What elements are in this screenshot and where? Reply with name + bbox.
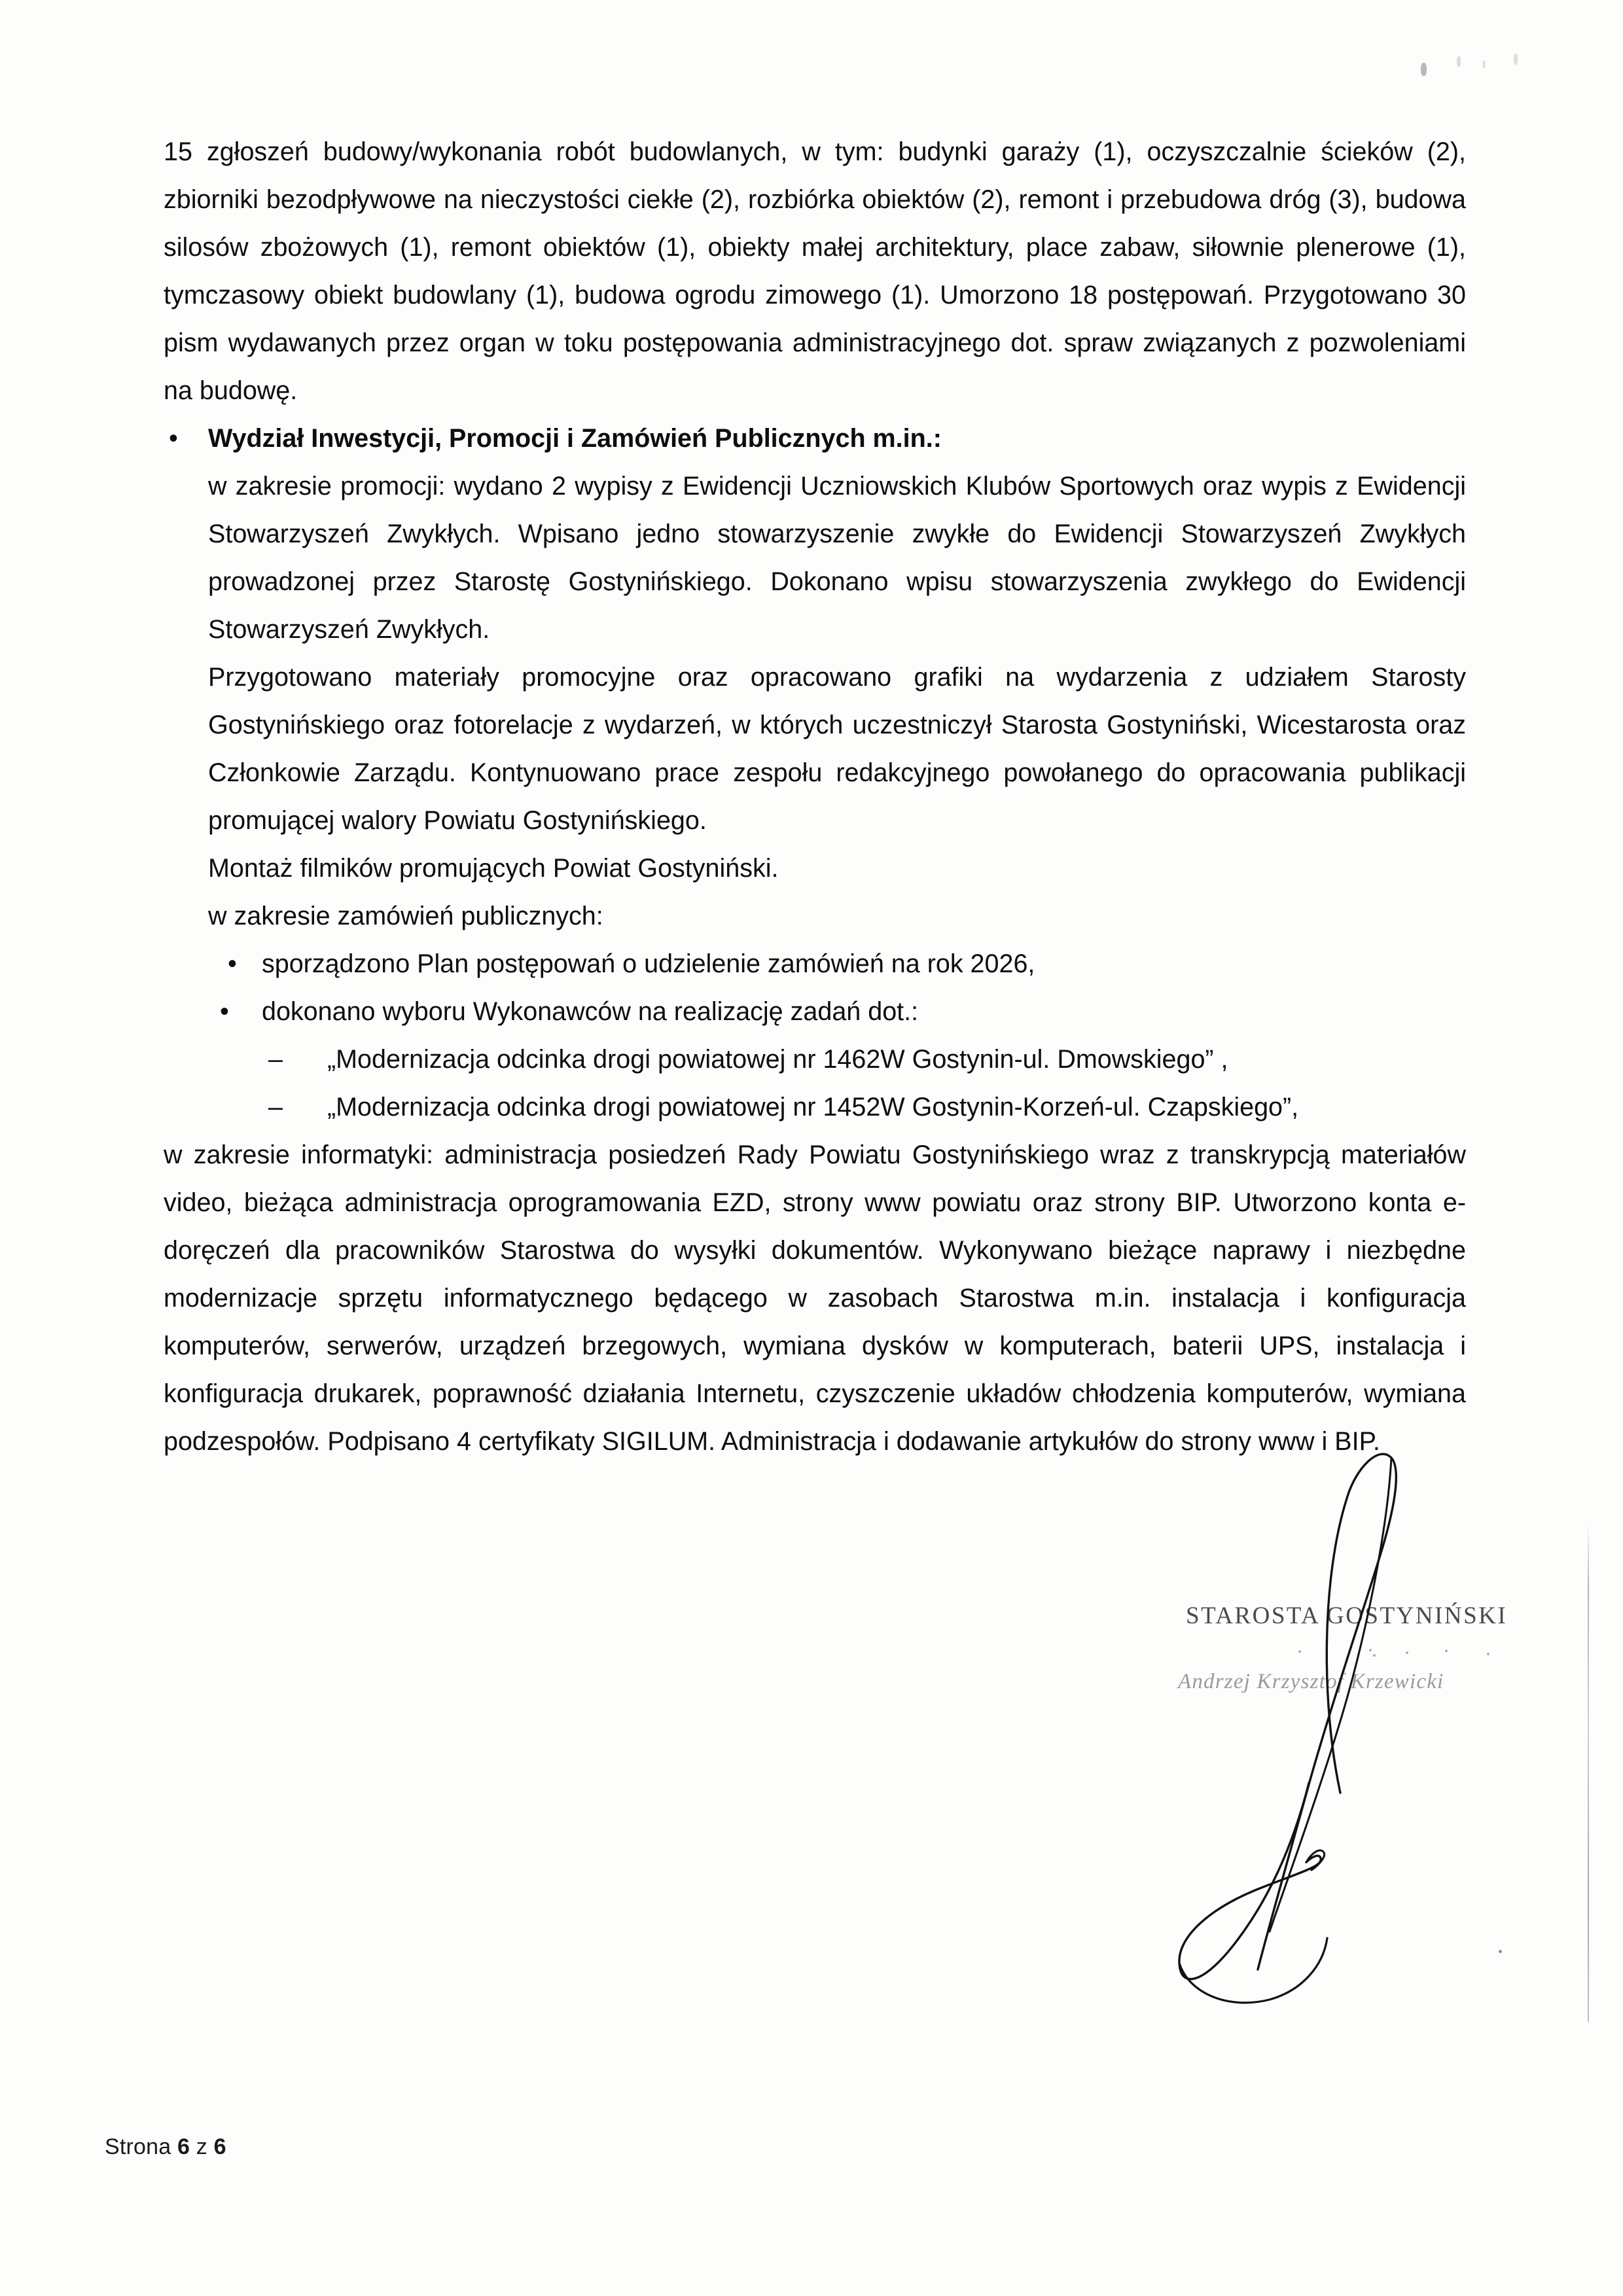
- list-item-label: sporządzono Plan postępowań o udzielenie zamówień na rok 2026,: [262, 949, 1035, 978]
- footer-separator-label: z: [196, 2134, 207, 2159]
- list-item-contractor-selection: [164, 988, 1466, 1036]
- paragraph-construction-notifications: 15 zgłoszeń budowy/wykonania robót budowlanych, w tym: budynki garaży (1), oczyszczalnie ścieków (2), zbiorniki bezodpływowe na nieczystości ciekłe (2), rozbiórka obiektów (2), remont i przebudowa dróg (3), budowa silosów zbożowych (1), remont obiektów (1), obiekty małej architektury, place zabaw, siłownie plenerowe (1), tymczasowy obiekt budowlany (1), budowa ogrodu zimowego (1). Umorzono 18 postępowań. Przygotowano 30 pism wydawanych przez organ w toku postępowania administracyjnego dot. spraw związanych z pozwoleniami na budowę.: [164, 137, 1466, 405]
- paragraph-procurement-intro: w zakresie zamówień publicznych:: [208, 902, 603, 930]
- stamp-name-label: Andrzej Krzysztof Krzewicki: [1178, 1670, 1444, 1693]
- page-footer: [105, 2134, 226, 2160]
- stamp-role-label: STAROSTA GOSTYNIŃSKI: [1186, 1602, 1508, 1629]
- footer-total-pages: 6: [213, 2134, 226, 2159]
- sub-list-item-road-1452w: [164, 1084, 1466, 1131]
- paragraph-promotion: w zakresie promocji: wydano 2 wypisy z Ewidencji Uczniowskich Klubów Sportowych oraz wypis z Ewidencji Stowarzyszeń Zwykłych. Wpisano jedno stowarzyszenie zwykłe do Ewidencji Stowarzyszeń Zwykłych prowadzonej przez Starostę Gostynińskiego. Dokonano wpisu stowarzyszenia zwykłego do Ewidencji Stowarzyszeń Zwykłych.: [208, 472, 1466, 644]
- bullet-department-heading: [164, 415, 1466, 463]
- paragraph-promotional-materials: Przygotowano materiały promocyjne oraz opracowano grafiki na wydarzenia z udziałem Starosty Gostynińskiego oraz fotorelacje z wydarzeń, w których uczestniczył Starosta Gostyniński, Wicestarosta oraz Członkowie Zarządu. Kontynuowano prace zespołu redakcyjnego powołanego do opracowania publikacji promującej walory Powiatu Gostynińskiego.: [208, 663, 1466, 835]
- stamp-dot-noise: [1296, 1649, 1512, 1662]
- paragraph-film-editing: Montaż filmików promujących Powiat Gostyniński.: [208, 854, 779, 883]
- scan-artifact-dot: [1499, 1950, 1502, 1953]
- footer-prefix-label: Strona: [105, 2134, 171, 2159]
- signature-block: [1171, 1426, 1577, 2015]
- dash-bullet-icon: –: [268, 1093, 283, 1122]
- sub-list-item-label: „Modernizacja odcinka drogi powiatowej nr 1452W Gostynin-Korzeń-ul. Czapskiego”,: [327, 1093, 1299, 1122]
- bullet-disc-icon: •: [220, 997, 229, 1026]
- list-item-procurement-plan: [164, 940, 1466, 988]
- document-body: [164, 128, 1466, 1466]
- footer-current-page: 6: [177, 2134, 190, 2159]
- scan-artifact-speck: [1482, 60, 1486, 68]
- scan-artifact-speck: [1514, 54, 1518, 65]
- list-item-label: dokonano wyboru Wykonawców na realizację zadań dot.:: [262, 997, 919, 1026]
- department-heading-label: Wydział Inwestycji, Promocji i Zamówień Publicznych m.in.:: [208, 424, 942, 453]
- paragraph-it-services: w zakresie informatyki: administracja posiedzeń Rady Powiatu Gostynińskiego wraz z transkrypcją materiałów video, bieżąca administracja oprogramowania EZD, strony www powiatu oraz strony BIP. Utworzono konta e-doręczeń dla pracowników Starostwa do wysyłki dokumentów. Wykonywano bieżące naprawy i niezbędne modernizacje sprzętu informatycznego będącego w zasobach Starostwa m.in. instalacja i konfiguracja komputerów, serwerów, urządzeń brzegowych, wymiana dysków w komputerach, baterii UPS, instalacja i konfiguracja drukarek, poprawność działania Internetu, czyszczenie układów chłodzenia komputerów, wymiana podzespołów. Podpisano 4 certyfikaty SIGILUM. Administracja i dodawanie artykułów do strony www i BIP.: [164, 1140, 1466, 1456]
- handwritten-signature: [1171, 1426, 1577, 2015]
- sub-list-item-road-1462w: [164, 1036, 1466, 1084]
- scan-artifact-speck: [1457, 56, 1461, 67]
- bullet-disc-icon: •: [169, 424, 178, 453]
- bullet-disc-icon: •: [228, 949, 237, 978]
- scan-artifact-edge-line: [1588, 981, 1589, 2022]
- scan-artifact-speck: [1421, 63, 1427, 76]
- sub-list-item-label: „Modernizacja odcinka drogi powiatowej nr 1462W Gostynin-ul. Dmowskiego” ,: [327, 1045, 1228, 1074]
- dash-bullet-icon: –: [268, 1045, 283, 1074]
